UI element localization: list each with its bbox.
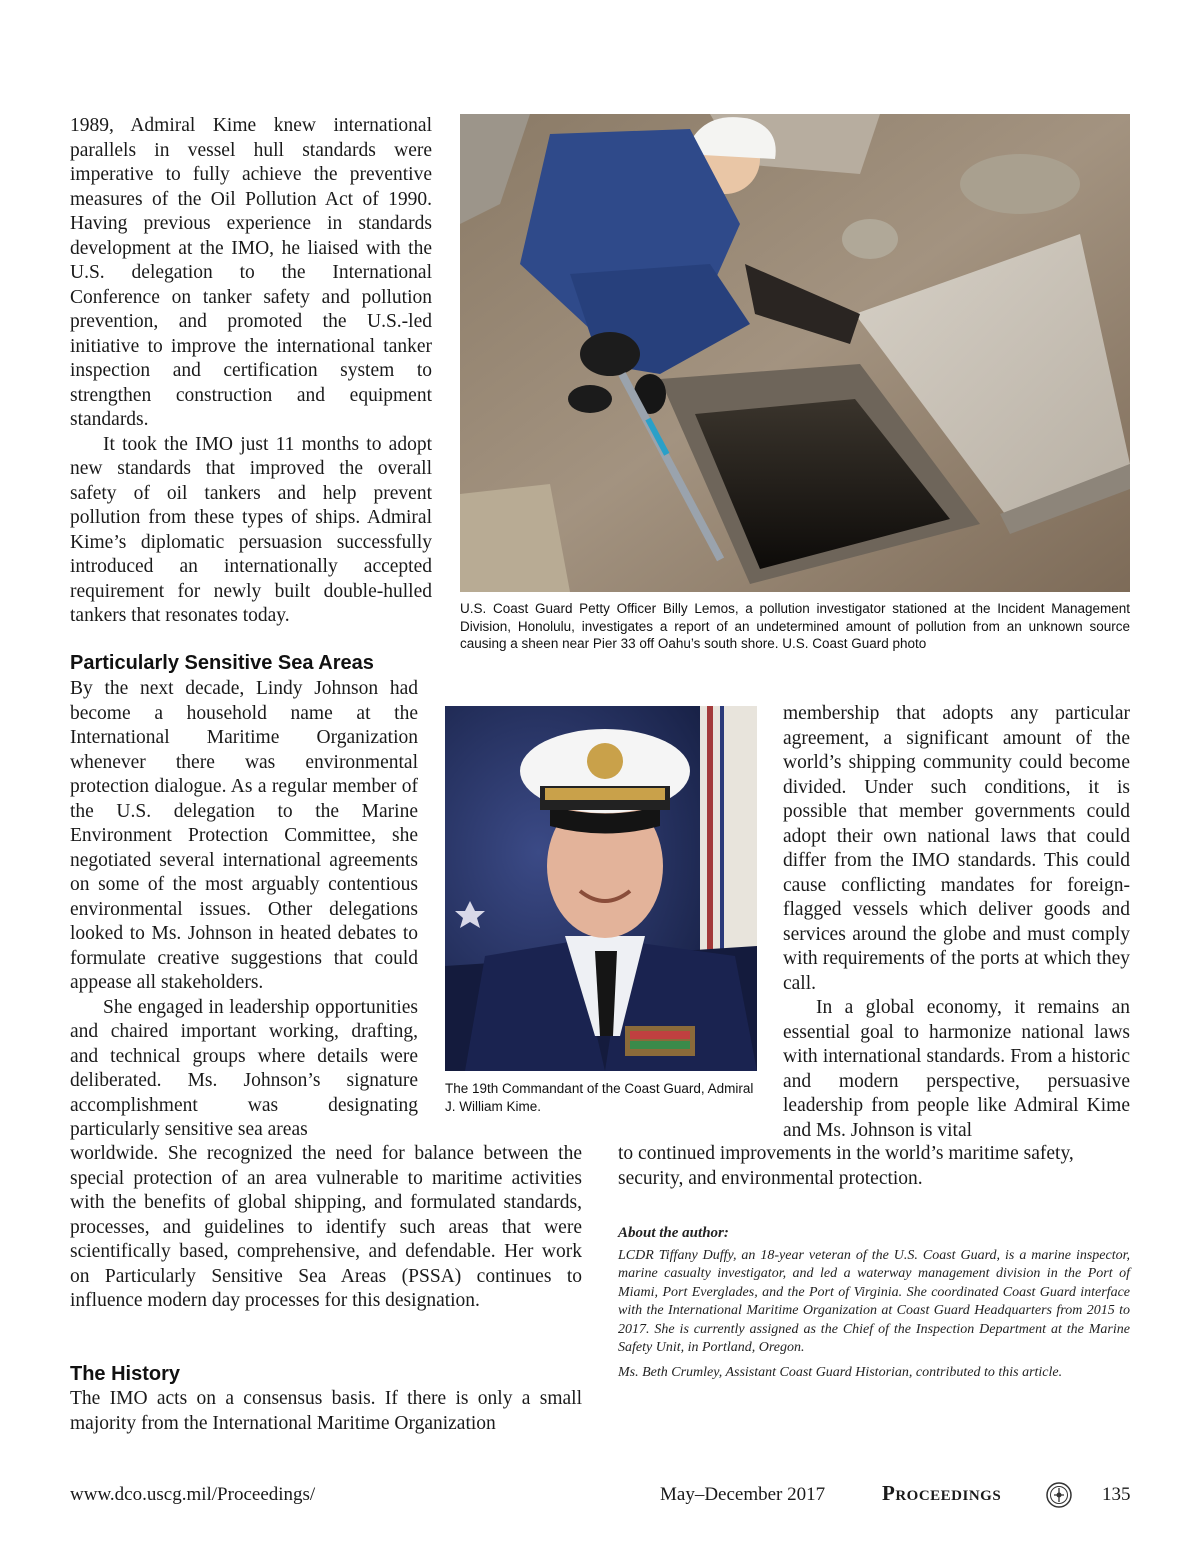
- intro-paragraph-2: It took the IMO just 11 months to adopt new standards that improved the overall safety of oil tankers and help prevent pollution from these types of ships. Admiral Kime’s diplomatic persuasion successfully introduced an internationally accepted requirement for newly built double-hulled tankers that resonates today.: [70, 433, 432, 626]
- section-heading-pssa: Particularly Sensitive Sea Areas: [70, 652, 374, 674]
- coast-guard-seal-icon: [1046, 1482, 1072, 1508]
- intro-paragraph-1: 1989, Admiral Kime knew international parallels in vessel hull standards were imperative to fully achieve the preventive measures of the Oil Pollution Act of 1990. Having previous experience in standards development at the IMO, he liaised with the U.S. delegation to the International Conference on tanker safety and pollution prevention, and promoted the U.S.-led initiative to improve the international tanker inspection and certification system to strengthen construction and equipment standards.: [70, 115, 432, 430]
- right-paragraph-2a: In a global economy, it remains an essential goal to harmonize national laws with international standards. From a historic and modern perspective, persuasive leadership from people like Admiral Kime and Ms. Johnson is vital: [783, 997, 1130, 1141]
- pssa-wide-continuation: [70, 1142, 582, 1314]
- section-heading-history: The History: [70, 1363, 181, 1385]
- right-wide-continuation: [618, 1142, 1130, 1191]
- author-heading: About the author:: [618, 1225, 729, 1241]
- pssa-paragraph-1: By the next decade, Lindy Johnson had become a household name at the International Maritime Organization whenever there was environmental protection dialogue. As a regular member of the U.S. delegation to the Marine Environment Protection Committee, she negotiated several international agreements on some of the most arguably contentious environmental issues. Other delegations looked to Ms. Johnson in heated debates to formulate creative suggestions that could appease all stakeholders.: [70, 678, 418, 993]
- history-text: [70, 1387, 582, 1436]
- photo-caption-commandant: The 19th Commandant of the Coast Guard, Admiral J. William Kime.: [445, 1081, 754, 1114]
- intro-text: [70, 114, 432, 629]
- right-paragraph-1: membership that adopts any particular agreement, a significant amount of the world’s shipping community could become divided. Under such conditions, it is possible that member governments could adopt their own national laws that could differ from the IMO standards. This could cause conflicting mandates for foreign-flagged vessels which deliver goods and services around the globe and must comply with requirements of the ports at which they call.: [783, 703, 1130, 994]
- author-credit: Ms. Beth Crumley, Assistant Coast Guard Historian, contributed to this article.: [618, 1364, 1063, 1380]
- right-paragraph-2b: to continued improvements in the world’s maritime safety, security, and environmental protection.: [618, 1143, 1074, 1189]
- pssa-paragraph-2a: She engaged in leadership opportunities and chaired important working, drafting, and technical groups where details were deliberated. Ms. Johnson’s signature accomplishment was designating particularly sensitive sea areas: [70, 996, 418, 1140]
- admiral-kime-portrait: [445, 706, 757, 1071]
- about-the-author: [618, 1224, 1130, 1382]
- photo-caption-pollution-investigator: U.S. Coast Guard Petty Officer Billy Lemos, a pollution investigator stationed at the Incident Management Division, Honolulu, investigates a report of an undetermined amount of pollution from an unknown source causing a sheen near Pier 33 off Oahu’s south shore. U.S. Coast Guard photo: [460, 601, 1130, 651]
- footer-url[interactable]: www.dco.uscg.mil/Proceedings/: [70, 1484, 316, 1505]
- history-paragraph-1: The IMO acts on a consensus basis. If there is only a small majority from the International Maritime Organization: [70, 1388, 582, 1434]
- right-narrow-column: [783, 702, 1130, 1143]
- footer-date: May–December 2017: [660, 1484, 826, 1505]
- pssa-paragraph-2b: worldwide. She recognized the need for balance between the special protection of an area vulnerable to maritime activities with the benefits of global shipping, and formulated standards, processes, and guidelines to identify such areas that were scientifically based, comprehensive, and defendable. Her work on Particularly Sensitive Sea Areas (PSSA) continues to influence modern day processes for this designation.: [70, 1143, 582, 1311]
- author-bio: LCDR Tiffany Duffy, an 18-year veteran of the U.S. Coast Guard, is a marine inspector, marine casualty investigator, and led a waterway management division in the Port of Miami, Port Everglades, and the Port of Virginia. She coordinated Coast Guard interface with the International Maritime Organization at Coast Guard Headquarters from 2015 to 2017. She is currently assigned as the Chief of the Inspection Department at the Marine Safety Unit, in Portland, Oregon.: [618, 1247, 1130, 1355]
- pssa-narrow-column: [70, 677, 418, 1143]
- pollution-investigation-photo: [460, 114, 1130, 592]
- footer-publication: Proceedings: [882, 1481, 1002, 1505]
- footer-page-number: 135: [1102, 1484, 1131, 1505]
